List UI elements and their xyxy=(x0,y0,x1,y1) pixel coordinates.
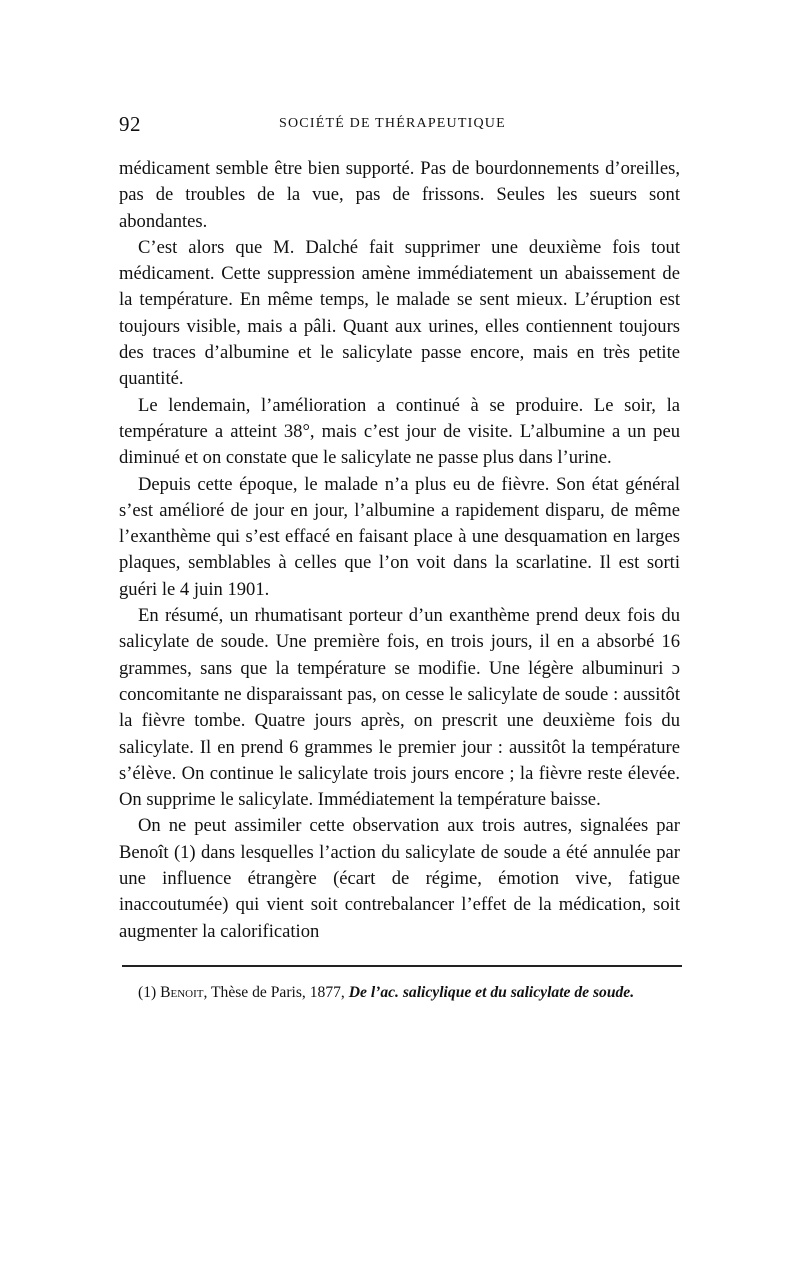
footnote-title: De l’ac. salicylique et du salicylate de soude. xyxy=(348,983,635,1001)
footnote-divider xyxy=(122,965,682,967)
page-header xyxy=(119,112,680,140)
footnote-marker: (1) xyxy=(138,983,157,1001)
body-text xyxy=(119,156,680,945)
paragraph-4: Depuis cette époque, le malade n’a plus eu de fièvre. Son état général s’est amélioré de jour en jour, l’albumine a rapidement disparu, de même l’exanthème qui s’est effacé en faisant place à une desquamation en larges plaques, semblables à celles que l’on voit dans la scarlatine. Il est sorti guéri le 4 juin 1901. xyxy=(119,473,680,600)
book-page xyxy=(119,112,680,1003)
running-title: SOCIÉTÉ DE THÉRAPEUTIQUE xyxy=(279,116,506,131)
footnote-author: Benoit xyxy=(160,983,204,1001)
footnote-citation: , Thèse de Paris, 1877, xyxy=(203,983,345,1001)
page-number: 92 xyxy=(119,112,141,136)
paragraph-3: Le lendemain, l’amélioration a continué à se produire. Le soir, la température a atteint 38°, mais c’est jour de visite. L’albumine a un peu diminué et on constate que le salicylate ne passe plus dans l’urine. xyxy=(119,394,680,469)
paragraph-1: médicament semble être bien supporté. Pas de bourdonnements d’oreilles, pas de troubles de la vue, pas de frissons. Seules les sueurs sont abondantes. xyxy=(119,158,680,232)
paragraph-5: En résumé, un rhumatisant porteur d’un exanthème prend deux fois du salicylate de soude. Une première fois, en trois jours, il en a absorbé 16 grammes, sans que la température se modifie. Une légère albuminuri ɔ concomitante ne disparaissant pas, on cesse le salicylate de soude : aussitôt la fièvre tombe. Quatre jours après, on prescrit une deuxième fois du salicylate. Il en prend 6 grammes le premier jour : aussitôt la température s’élève. On continue le salicylate trois jours encore ; la fièvre reste élevée. On supprime le salicylate. Immédiatement la température baisse. xyxy=(119,605,680,811)
paragraph-2: C’est alors que M. Dalché fait supprimer une deuxième fois tout médicament. Cette suppression amène immédiatement un abaissement de la température. En même temps, le malade se sent mieux. L’éruption est toujours visible, mais a pâli. Quant aux urines, elles contiennent toujours des traces d’albumine et le salicylate passe encore, mais en très petite quantité. xyxy=(119,236,680,390)
paragraph-6: On ne peut assimiler cette observation aux trois autres, signalées par Benoît (1) dans lesquelles l’action du salicylate de soude a été annulée par une influence étrangère (écart de régime, émotion vive, fatigue inaccoutumée) qui vient soit contrebalancer l’effet de la médication, soit augmenter la calorification xyxy=(119,815,680,942)
footnote xyxy=(119,983,680,1003)
